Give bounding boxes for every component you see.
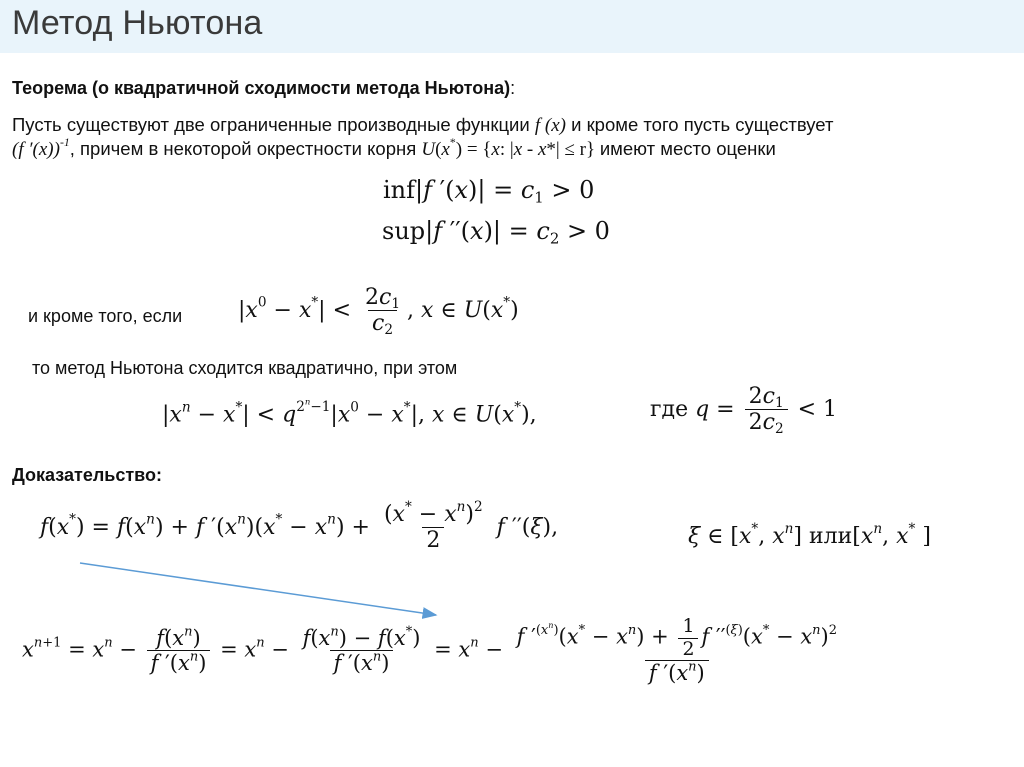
equation-inf: inf|f $'(x)| = c_1 > 0$: [383, 176, 595, 207]
theorem-heading: Теорема (о квадратичной сходимости метода Ньютона): [12, 78, 511, 98]
convergence-formula: $|x^n - x^*| < q^{2^n-1}|x^0 - x^*|$, x ∈ U(x*),: [162, 397, 537, 428]
condition-text: и кроме того, если: [28, 306, 183, 326]
taylor-formula: $f(x^*) = f(x^n) + f$ $'(x^n)(x^* - x^n)$ + $\frac{(x^* - x^n)^2}{2}$ f ′′(ξ),: [40, 498, 559, 554]
theorem-colon: :: [510, 78, 516, 98]
condition-formula: $|x^0 - x^*|$ < $\frac{2c_1}{c_2}$ , x ∈ U(x*): [238, 285, 519, 339]
neighborhood-formula: U(x*) = {x: |x - x*| ≤ r}: [421, 136, 600, 160]
intro-text-2: , причем в некоторой окрестности корня: [69, 138, 417, 159]
inverse-derivative: (f ′(x))$^{-1}$: [12, 136, 70, 160]
equation-sup: sup|f $''(x)| = c_2 > 0$: [382, 217, 610, 248]
conclusion-text: то метод Ньютона сходится квадратично, при этом: [32, 358, 458, 378]
function-fx: f (x): [534, 115, 566, 136]
intro-text-1-tail: и кроме того пусть существует: [571, 114, 834, 135]
intro-text-2-tail: имеют место оценки: [599, 138, 776, 159]
proof-heading: Доказательство:: [12, 465, 162, 485]
iteration-formula: $x^{n+1} = x^n$ − $\frac{f(x^n)}{f '(x^n)}$ = $x^n$ − $\frac{f(x^n) - f(x^*)}{f '(x^n)}$ = $x^n$ − f $'^{(x^n)}(x^* - x^n)$ + $\frac{1}{2}$ f $''^{(\xi)}(x^* - x^n)^2$ f $'(x^n)$: [22, 615, 838, 686]
slide-title: Метод Ньютона: [12, 4, 263, 42]
intro-text-1: Пусть существуют две ограниченные производные функции: [12, 114, 530, 135]
xi-formula: ξ ∈ [x*, $x^n$] $или[x^n$, x* ]: [688, 520, 931, 549]
q-formula: где q = $\frac{2c_1}{2c_2}$ < 1: [650, 384, 838, 438]
